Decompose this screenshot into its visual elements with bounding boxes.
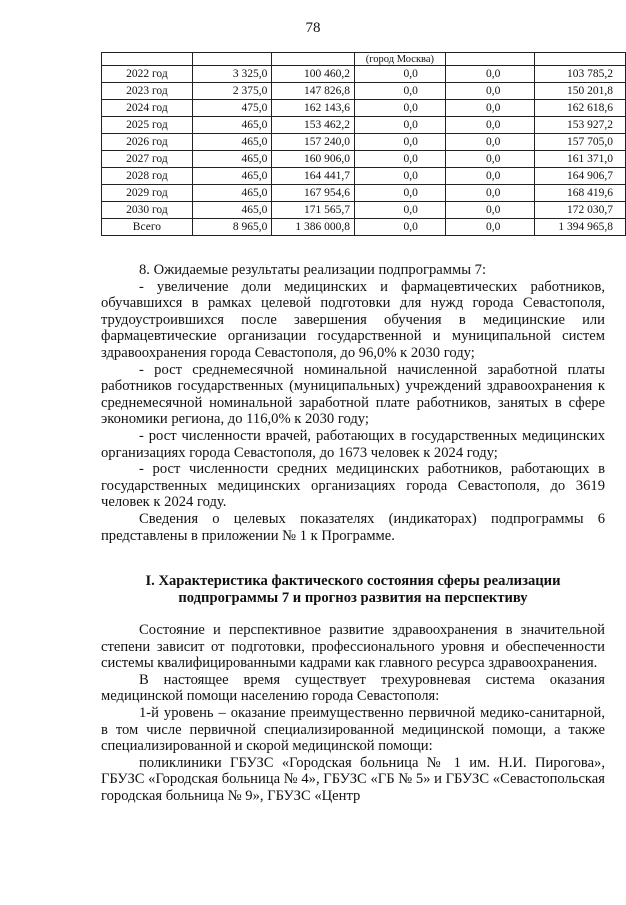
table-row bbox=[102, 151, 626, 168]
table-cell: 147 826,8 bbox=[272, 83, 355, 100]
table-cell: 0,0 bbox=[354, 134, 445, 151]
table-row bbox=[102, 219, 626, 236]
table-row-label: 2029 год bbox=[102, 185, 193, 202]
table-cell: 0,0 bbox=[445, 168, 535, 185]
table-cell: 162 143,6 bbox=[272, 100, 355, 117]
table-cell bbox=[192, 53, 272, 66]
table-cell: 8 965,0 bbox=[192, 219, 272, 236]
results-item: - увеличение доли медицинских и фармацевтических работников, обучавшихся в рамках целевой подготовки для нужд города Севастополя, трудоустроившихся после завершения обучения в медицинские или фармацевтические организации государственной и муниципальной систем здравоохранения города Севастополя, до 96,0% к 2030 году; bbox=[101, 278, 605, 361]
section-paragraph: 1-й уровень – оказание преимущественно первичной медико-санитарной, в том числе первичной специализированной медицинской помощи, а также специализированной и скорой медицинской помощи: bbox=[101, 704, 605, 755]
table-row-label: 2028 год bbox=[102, 168, 193, 185]
results-item: - рост среднемесячной номинальной начисленной заработной платы работников государственных (муниципальных) учреждений здравоохранения к среднемесячной номинальной заработной плате работников, занятых в сфере экономики региона, до 116,0% к 2030 году; bbox=[101, 361, 605, 428]
table-cell: 0,0 bbox=[354, 117, 445, 134]
table-cell bbox=[445, 53, 535, 66]
table-header-fragment-row bbox=[102, 53, 626, 66]
table-cell: 172 030,7 bbox=[535, 202, 626, 219]
table-cell: 160 906,0 bbox=[272, 151, 355, 168]
section-title-line-1: I. Характеристика фактического состояния сферы реализации bbox=[145, 573, 561, 589]
table-row-label: 2027 год bbox=[102, 151, 193, 168]
table-cell: 3 325,0 bbox=[192, 66, 272, 83]
section-paragraph: Состояние и перспективное развитие здравоохранения в значительной степени зависит от подготовки, профессионального уровня и обеспеченности системы квалифицированными кадрами как главного ресурса здравоохранения. bbox=[101, 622, 605, 672]
table-cell: 1 394 965,8 bbox=[535, 219, 626, 236]
table-header-fragment: (город Москва) bbox=[354, 53, 445, 66]
table-cell: 0,0 bbox=[354, 185, 445, 202]
section-title-line-2: подпрограммы 7 и прогноз развития на перспективу bbox=[178, 589, 528, 606]
table-cell: 0,0 bbox=[445, 219, 535, 236]
results-heading: 8. Ожидаемые результаты реализации подпрограммы 7: bbox=[139, 262, 487, 278]
table-cell: 157 240,0 bbox=[272, 134, 355, 151]
table-row bbox=[102, 66, 626, 83]
section-paragraph: поликлиники ГБУЗС «Городская больница № 1 им. Н.И. Пирогова», ГБУЗС «Городская больница № 4», ГБУЗС «ГБ № 5» и ГБУЗС «Севастопольская городская больница № 9», ГБУЗС «Центр bbox=[101, 754, 605, 804]
table-cell bbox=[535, 53, 626, 66]
table-cell: 157 705,0 bbox=[535, 134, 626, 151]
table-row bbox=[102, 117, 626, 134]
section-heading bbox=[101, 573, 605, 606]
funding-table bbox=[101, 52, 626, 236]
table-cell: 164 441,7 bbox=[272, 168, 355, 185]
table-cell: 171 565,7 bbox=[272, 202, 355, 219]
table-cell: 465,0 bbox=[192, 117, 272, 134]
table-cell: 0,0 bbox=[445, 185, 535, 202]
table-cell: 475,0 bbox=[192, 100, 272, 117]
table-cell: 2 375,0 bbox=[192, 83, 272, 100]
table-cell: 0,0 bbox=[354, 219, 445, 236]
table-cell: 0,0 bbox=[445, 83, 535, 100]
table-cell: 0,0 bbox=[445, 117, 535, 134]
table-row bbox=[102, 168, 626, 185]
table-cell: 167 954,6 bbox=[272, 185, 355, 202]
table-row-label: 2030 год bbox=[102, 202, 193, 219]
expected-results-block bbox=[101, 262, 605, 544]
table-cell bbox=[102, 53, 193, 66]
table-cell: 0,0 bbox=[354, 168, 445, 185]
table-cell: 0,0 bbox=[445, 151, 535, 168]
table-row-label: 2026 год bbox=[102, 134, 193, 151]
table-row bbox=[102, 100, 626, 117]
table-cell: 0,0 bbox=[445, 202, 535, 219]
table-row bbox=[102, 185, 626, 202]
table-cell: 153 462,2 bbox=[272, 117, 355, 134]
table-cell: 465,0 bbox=[192, 134, 272, 151]
table-cell: 465,0 bbox=[192, 151, 272, 168]
table-cell: 103 785,2 bbox=[535, 66, 626, 83]
table-row-label: 2025 год bbox=[102, 117, 193, 134]
table-cell: 150 201,8 bbox=[535, 83, 626, 100]
table-cell: 100 460,2 bbox=[272, 66, 355, 83]
table-row bbox=[102, 134, 626, 151]
table-cell: 164 906,7 bbox=[535, 168, 626, 185]
table-cell: 465,0 bbox=[192, 202, 272, 219]
table-cell: 0,0 bbox=[354, 66, 445, 83]
table-cell: 465,0 bbox=[192, 185, 272, 202]
table-row bbox=[102, 83, 626, 100]
table-row-label: 2022 год bbox=[102, 66, 193, 83]
table-row bbox=[102, 202, 626, 219]
table-cell: 153 927,2 bbox=[535, 117, 626, 134]
table-cell: 168 419,6 bbox=[535, 185, 626, 202]
page-number: 78 bbox=[305, 20, 321, 36]
table-cell: 0,0 bbox=[354, 202, 445, 219]
table-cell: 1 386 000,8 bbox=[272, 219, 355, 236]
table-cell: 162 618,6 bbox=[535, 100, 626, 117]
section-body bbox=[101, 622, 605, 805]
table-cell: 465,0 bbox=[192, 168, 272, 185]
table-row-label: 2024 год bbox=[102, 100, 193, 117]
results-item: - рост численности средних медицинских работников, работающих в государственных медицинских организациях города Севастополя, до 3619 человек к 2024 году. bbox=[101, 461, 605, 511]
table-row-label: Всего bbox=[102, 219, 193, 236]
table-row-label: 2023 год bbox=[102, 83, 193, 100]
table-cell: 0,0 bbox=[445, 100, 535, 117]
table-cell: 0,0 bbox=[445, 134, 535, 151]
results-item: - рост численности врачей, работающих в государственных медицинских организациях города Севастополя, до 1673 человек к 2024 году; bbox=[101, 427, 605, 461]
table-cell: 0,0 bbox=[445, 66, 535, 83]
table-cell: 0,0 bbox=[354, 100, 445, 117]
table-cell: 161 371,0 bbox=[535, 151, 626, 168]
table-cell: 0,0 bbox=[354, 151, 445, 168]
section-paragraph: В настоящее время существует трехуровневая система оказания медицинской помощи населению города Севастополя: bbox=[101, 671, 605, 705]
results-item: Сведения о целевых показателях (индикаторах) подпрограммы 6 представлены в приложении № 1 к Программе. bbox=[101, 510, 605, 544]
table-cell bbox=[272, 53, 355, 66]
table-cell: 0,0 bbox=[354, 83, 445, 100]
